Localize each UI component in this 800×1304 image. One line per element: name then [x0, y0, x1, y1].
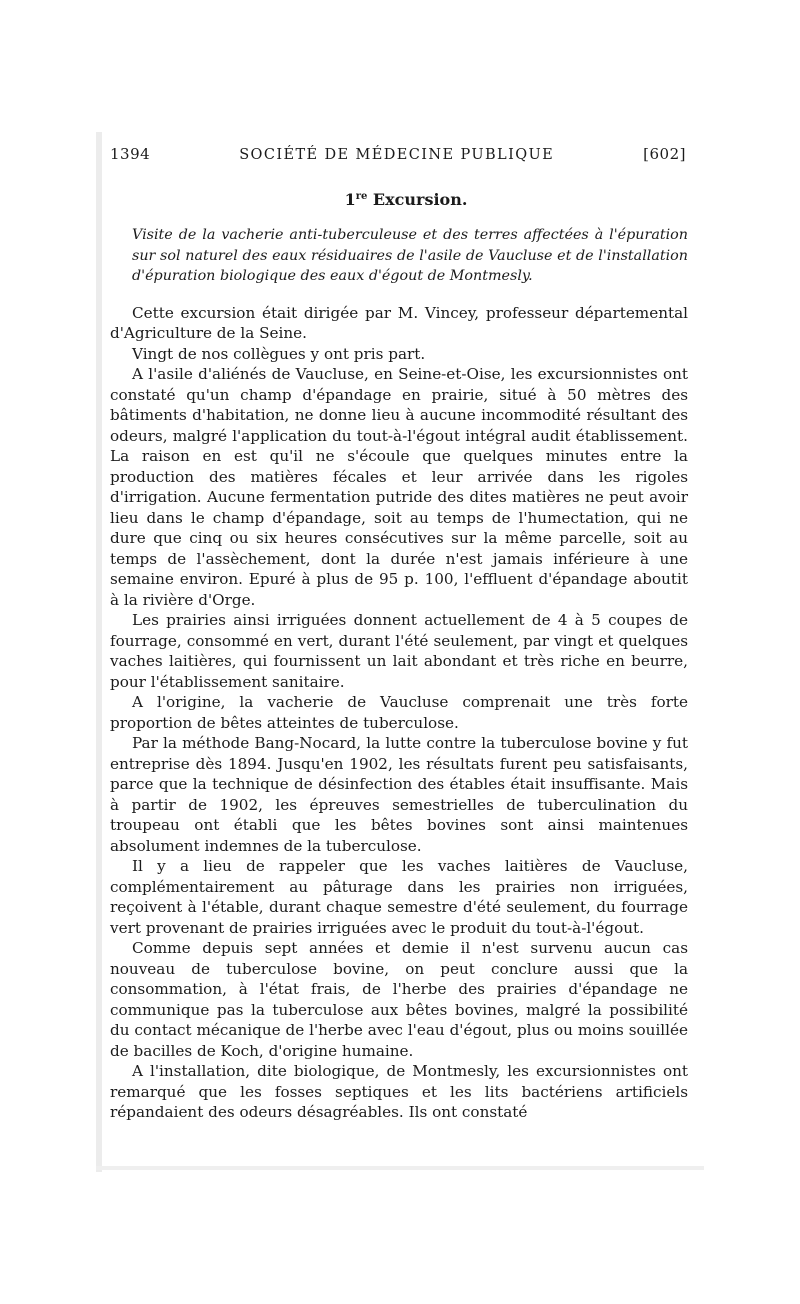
scan-shadow-left: [96, 132, 102, 1172]
running-title: SOCIÉTÉ DE MÉDECINE PUBLIQUE: [239, 147, 555, 163]
section-word: Excursion.: [372, 190, 468, 209]
section-number-superscript: re: [355, 191, 368, 202]
section-subtitle: Visite de la vacherie anti-tuberculeuse et des terres affectées à l'épuration sur sol naturel des eaux résiduaires de l'asile de Vaucluse et de l'installation d'épuration biologique des eaux d'égout de Montmesly.: [132, 227, 688, 284]
running-header: [110, 145, 688, 167]
paragraph: Par la méthode Bang-Nocard, la lutte contre la tuberculose bovine y fut entreprise dès 1894. Jusqu'en 1902, les résultats furent peu satisfaisants, parce que la technique de désinfection des étables était insuffisante. Mais à partir de 1902, les épreuves semestrielles de tuberculination du troupeau ont établi que les bêtes bovines sont ainsi maintenues absolument indemnes de la tuberculose.: [110, 734, 688, 855]
body-text: [110, 303, 688, 1123]
document-page: [110, 145, 688, 1123]
paragraph: A l'installation, dite biologique, de Montmesly, les excursionnistes ont remarqué que les fosses septiques et les lits bactériens artificiels répandaient des odeurs désagréables. Ils ont constaté: [110, 1062, 688, 1121]
paragraph: Vingt de nos collègues y ont pris part.: [132, 344, 426, 363]
section-title: [124, 190, 688, 209]
page-number: 1394: [110, 145, 151, 163]
paragraph: Les prairies ainsi irriguées donnent actuellement de 4 à 5 coupes de fourrage, consommé en vert, durant l'été seulement, par vingt et quelques vaches laitières, qui fournissent un lait abondant et très riche en beurre, pour l'établissement sanitaire.: [110, 611, 688, 691]
paragraph: Il y a lieu de rappeler que les vaches laitières de Vaucluse, complémentairement au pâturage dans les prairies non irriguées, reçoivent à l'étable, durant chaque semestre d'été seulement, du fourrage vert provenant de prairies irriguées avec le produit du tout-à-l'égout.: [110, 857, 688, 937]
scan-shadow-bottom: [96, 1166, 704, 1170]
section-number: 1: [344, 190, 356, 209]
paragraph: Cette excursion était dirigée par M. Vincey, professeur départemental d'Agriculture de la Seine.: [110, 303, 688, 342]
paragraph: A l'origine, la vacherie de Vaucluse comprenait une très forte proportion de bêtes atteintes de tuberculose.: [110, 693, 688, 732]
paragraph: Comme depuis sept années et demie il n'est survenu aucun cas nouveau de tuberculose bovine, on peut conclure aussi que la consommation, à l'état frais, de l'herbe des prairies d'épandage ne communique pas la tuberculose aux bêtes bovines, malgré la possibilité du contact mécanique de l'herbe avec l'eau d'égout, plus ou moins souillée de bacilles de Koch, d'origine humaine.: [110, 939, 688, 1060]
paragraph: A l'asile d'aliénés de Vaucluse, en Seine-et-Oise, les excursionnistes ont constaté qu'un champ d'épandage en prairie, situé à 50 mètres des bâtiments d'habitation, ne donne lieu à aucune incommodité résultant des odeurs, malgré l'application du tout-à-l'égout intégral audit établissement. La raison en est qu'il ne s'écoule que quelques minutes entre la production des matières fécales et leur arrivée dans les rigoles d'irrigation. Aucune fermentation putride des dites matières ne peut avoir lieu dans le champ d'épandage, soit au temps de l'humectation, qui ne dure que cinq ou six heures consécutives sur la même parcelle, soit au temps de l'assèchement, dont la durée n'est jamais inférieure à une semaine environ. Epuré à plus de 95 p. 100, l'effluent d'épandage aboutit à la rivière d'Orge.: [110, 365, 688, 609]
bracket-page-number: [602]: [643, 145, 686, 163]
